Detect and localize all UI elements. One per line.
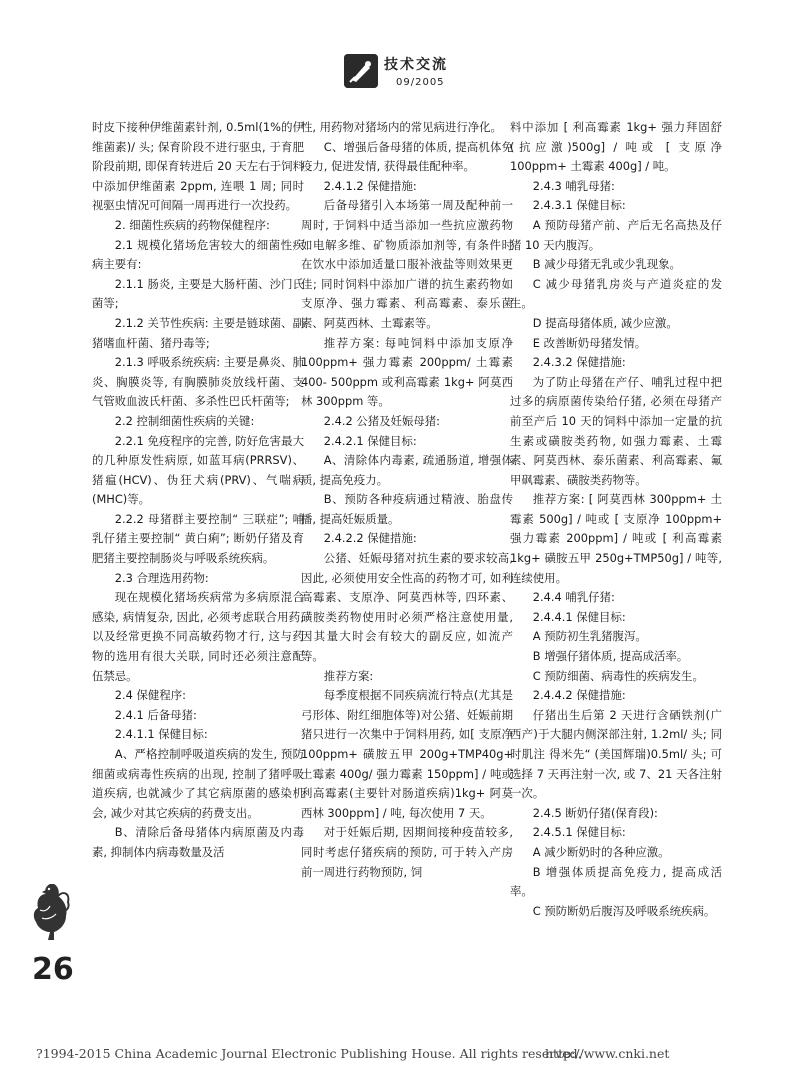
- footer-copyright: ?1994-2015 China Academic Journal Electronic Publishing House. All rights reserved.: [36, 1046, 582, 1061]
- paragraph: 每季度根据不同疾病流行特点(尤其是弓形体、附红细胞体等)对公猪、妊娠前期猪只进行一次集中于饲料用药, 如[ 支原净 100ppm+ 磺胺五甲 200g+TMP40g+ 土霉素 400g/ 强力霉素 150ppm] / 吨或 利高霉素(主要针对肠道疾病)1kg+ 阿莫西林 300ppm] / 吨, 每次使用 7 天。: [301, 688, 513, 820]
- paragraph: A、清除体内毒素, 疏通肠道, 增强体质, 提高免疫力。: [301, 453, 513, 487]
- paragraph: 2.4.1.1 保健目标:: [114, 727, 208, 742]
- paragraph: 2.1 规模化猪场危害较大的细菌性疾病主要有:: [92, 237, 304, 272]
- paragraph: 性, 用药物对猪场内的常见病进行净化。: [301, 120, 502, 134]
- paragraph: 2.4.1.2 保健措施:: [323, 178, 417, 193]
- paragraph: E 改善断奶母猪发情。: [532, 335, 647, 350]
- paragraph: 2.2.1 免疫程序的完善, 防好危害最大的几种原发性病原, 如蓝耳病(PRRSV)、猪瘟(HCV)、伪狂犬病(PRV)、气喘病(MHC)等。: [92, 433, 304, 507]
- paragraph: 2.1.1 肠炎, 主要是大肠杆菌、沙门氏菌等;: [92, 276, 304, 311]
- paragraph: 2. 细菌性疾病的药物保健程序:: [114, 217, 270, 232]
- paragraph: 2.4.2 公猪及妊娠母猪:: [323, 413, 440, 428]
- text-column-1: [92, 118, 304, 863]
- paragraph: C 预防断奶后腹泻及呼吸系统疾病。: [532, 903, 716, 918]
- paragraph: 2.4.5.1 保健目标:: [532, 825, 626, 840]
- paragraph: B 增强体质提高免疫力, 提高成活率。: [510, 864, 722, 899]
- paragraph: 2.4.2.1 保健目标:: [323, 433, 417, 448]
- paragraph: 为了防止母猪在产仔、哺乳过程中把过多的病原菌传染给仔猪, 必须在母猪产前至产后 10 天的饲料中添加一定量的抗生素或磺胺类药物, 如强力霉素、土霉素、阿莫西林、泰乐菌素、利高霉素、氟甲砜霉素、磺胺类药物等。: [510, 374, 722, 487]
- text-column-2: [301, 118, 513, 882]
- paragraph: 公猪、妊娠母猪对抗生素的要求较高, 因此, 必须使用安全性高的药物才可, 如利高霉素、支原净、阿莫西林等, 四环素、磺胺类药物使用时必须严格注意使用量, 因其量大时会有较大的副反应, 如流产等。: [301, 551, 513, 664]
- paragraph: A、严格控制呼吸道疾病的发生, 预防细菌或病毒性疾病的出现, 控制了猪呼吸道疾病, 也就减少了其它病原菌的感染机会, 减少对其它疾病的药费支出。: [92, 747, 304, 820]
- paragraph: 后备母猪引入本场第一周及配种前一周时, 于饲料中适当添加一些抗应激药物如电解多维、矿物质添加剂等, 有条件时在饮水中添加适量口服补液盐等则效果更佳; 同时饲料中添加广谱的抗生素药物如支原净、强力霉素、利高霉素、泰乐菌素、阿莫西林、土霉素等。: [301, 198, 513, 330]
- paragraph: 2.4.4.1 保健目标:: [532, 609, 626, 624]
- paragraph: 2.4.4.2 保健措施:: [532, 688, 626, 703]
- paragraph: 推荐方案: 每吨饲料中添加支原净 100ppm+ 强力霉素 200ppm/ 土霉素 400- 500ppm 或利高霉素 1kg+ 阿莫西林 300ppm 等。: [301, 335, 513, 409]
- paragraph: 2.4.2.2 保健措施:: [323, 531, 417, 546]
- paragraph: C、增强后备母猪的体质, 提高机体免疫力, 促进发情, 获得最佳配种率。: [301, 139, 513, 174]
- paragraph: 2.4.5 断奶仔猪(保育段):: [532, 805, 658, 820]
- paragraph: 2.4.1 后备母猪:: [114, 707, 197, 722]
- rooster-illustration-icon: [28, 880, 72, 942]
- paragraph: B、预防各种疫病通过精液、胎盘传播, 提高妊娠质量。: [301, 492, 513, 526]
- paragraph: 2.4.3 哺乳母猪:: [532, 178, 615, 193]
- page-number: 26: [32, 952, 74, 987]
- paragraph: A 预防母猪产前、产后无名高热及仔猪 10 天内腹泻。: [510, 217, 722, 252]
- paragraph: 2.1.3 呼吸系统疾病: 主要是鼻炎、肺炎、胸膜炎等, 有胸膜肺炎放线杆菌、支气管败血波氏杆菌、多杀性巴氏杆菌等;: [92, 355, 304, 409]
- paragraph: 2.4.4 哺乳仔猪:: [532, 590, 615, 605]
- paragraph: 时皮下接种伊维菌素针剂, 0.5ml(1%的伊维菌素)/ 头; 保育阶段不进行驱虫, 于育肥阶段前期, 即保育转进后 20 天左右于饲料中添加伊维菌素 2ppm, 连喂 1 周; 同时视驱虫情况可间隔一周再进行一次投药。: [92, 120, 304, 213]
- paragraph: 2.3 合理选用药物:: [114, 570, 209, 585]
- paragraph: C 预防细菌、病毒性的疾病发生。: [532, 668, 704, 683]
- paragraph: A 预防初生乳猪腹泻。: [532, 629, 647, 644]
- paragraph: 推荐方案:: [323, 668, 374, 683]
- paragraph: 2.2.2 母猪群主要控制“ 三联症”; 哺乳仔猪主要控制“ 黄白痢”; 断奶仔猪及育肥猪主要控制肠炎与呼吸系统疾病。: [92, 511, 304, 566]
- paragraph: 料中添加 [ 利高霉素 1kg+ 强力拜固舒 (抗应激)500g] / 吨或 [ 支原净 100ppm+ 土霉素 400g] / 吨。: [510, 120, 722, 174]
- paragraph: B、清除后备母猪体内病原菌及内毒素, 抑制体内病毒数量及活: [92, 825, 304, 859]
- paragraph: C 减少母猪乳房炎与产道炎症的发生。: [510, 276, 722, 311]
- paragraph: D 提高母猪体质, 减少应激。: [532, 315, 678, 330]
- paragraph: A 减少断奶时的各种应激。: [532, 844, 670, 859]
- paragraph: 2.2 控制细菌性疾病的关键:: [114, 413, 255, 428]
- paragraph: 对于妊娠后期, 因期间接种疫苗较多, 同时考虑仔猪疾病的预防, 可于转入产房前一周进行药物预防, 饲: [301, 825, 513, 879]
- footer-url-link[interactable]: http://www.cnki.net: [545, 1046, 670, 1061]
- paragraph: 2.4.3.2 保健措施:: [532, 355, 626, 370]
- paragraph: 2.4 保健程序:: [114, 688, 186, 703]
- paragraph: 现在规模化猪场疾病常为多病原混合感染, 病情复杂, 因此, 必须考虑联合用药, 以及经常更换不同高敏药物才行, 这与药物的选用有很大关联, 同时还必须注意配伍禁忌。: [92, 590, 304, 683]
- paragraph: B 增强仔猪体质, 提高成活率。: [532, 649, 689, 664]
- paragraph: 仔猪出生后第 2 天进行含硒铁剂(广西产)于大腿内侧深部注射, 1.2ml/ 头; 同时肌注 得米先“ (美国辉瑞)0.5ml/ 头; 可选择 7 天再注射一次, 或 7、21 天各注射一次。: [510, 707, 722, 801]
- paragraph: 推荐方案: [ 阿莫西林 300ppm+ 土霉素 500g] / 吨或 [ 支原净 100ppm+ 强力霉素 200ppm] / 吨或 [ 利高霉素 1kg+ 磺胺五甲 250g+TMP50g] / 吨等, 连续使用。: [510, 492, 722, 585]
- paragraph: 2.1.2 关节性疾病: 主要是链球菌、副猪嗜血杆菌、猪丹毒等;: [92, 315, 304, 350]
- paragraph: B 减少母猪无乳或少乳现象。: [532, 257, 681, 272]
- text-column-3: [510, 118, 722, 921]
- journal-logo-icon: [344, 54, 378, 88]
- issue-number: 09/2005: [396, 77, 445, 88]
- paragraph: 2.4.3.1 保健目标:: [532, 198, 626, 213]
- section-title: 技术交流: [384, 57, 448, 73]
